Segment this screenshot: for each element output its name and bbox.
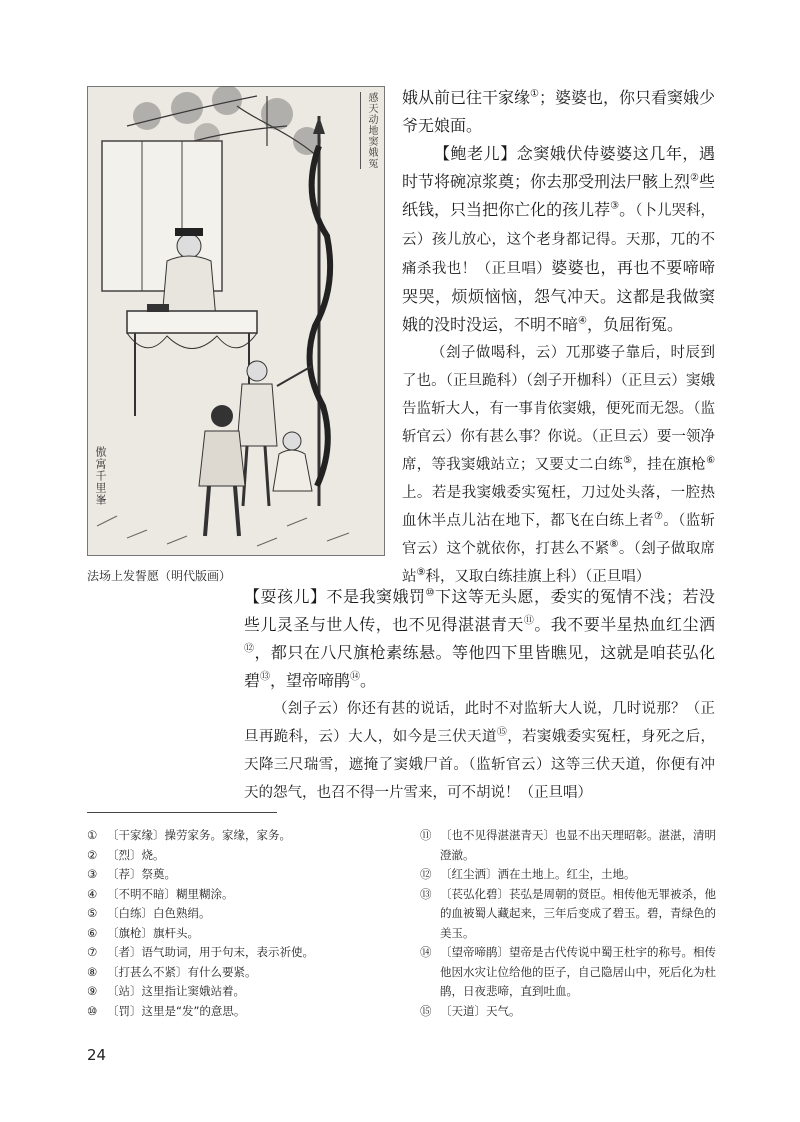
footnote-marker: ④ <box>578 315 587 327</box>
footnote: ① 〔干家缘〕操劳家务。家缘，家务。 <box>87 828 291 842</box>
footnotes-right <box>420 826 720 1021</box>
footnote: ⑮ 〔天道〕天气。 <box>420 1003 521 1018</box>
footnote: ⑥ 〔旗枪〕旗杆头。 <box>87 925 199 940</box>
footnote-marker: ⑥ <box>706 455 716 467</box>
footnote: ② 〔烈〕烧。 <box>87 847 165 862</box>
footnote: ⑤ 〔白练〕白色熟绢。 <box>87 906 211 920</box>
stage-direction: （卜儿哭科，云）孩儿放心，这个老身都记得。天那，兀的不痛杀我也！（正旦唱） <box>402 203 715 277</box>
footnote: ⑭ 〔望帝啼鹃〕望帝是古代传说中蜀王杜宇的称号。相传他因水灾让位给他的臣子，自己隐居山中，死后化为杜鹃，日夜悲啼，直到吐血。 <box>420 945 716 998</box>
footnote-marker: ② <box>690 172 699 184</box>
footnote: ⑫ 〔红尘洒〕洒在土地上。红尘，土地。 <box>420 867 636 881</box>
footnote: ③ 〔荐〕祭奠。 <box>87 867 176 881</box>
paragraph-3: （刽子做喝科，云）兀那婆子靠后，时辰到了也。（正旦跪科）（刽子开枷科）（正旦云）窦娥告监斩大人，有一事肯依窦娥，便死而无怨。（监斩官云）你有甚么事？你说。（正旦云）要一领净席，等我窦娥站立；又要丈二白练⑤，挂在旗枪⑥上。若是我窦娥委实冤枉，刀过处头落，一腔热血休半点儿沾在地下，都飞在白练上者⑦。（监斩官云）这个就依你，打甚么不紧⑧。（刽子做取席站⑨科，又取白练挂旗上科）（正旦唱） <box>402 345 716 585</box>
footnote-marker: ⑭ <box>350 671 361 683</box>
illustration-credit: 傲寓千里峯 <box>94 446 107 506</box>
footnote-marker: ⑮ <box>496 727 508 739</box>
paragraph-4: 【耍孩儿】不是我窦娥罚⑩下这等无头愿，委实的冤情不浅；若没些儿灵圣与世人传，也不见得湛湛青天⑪。我不要半星热血红尘洒⑫，都只在八尺旗枪素练悬。等他四下里皆瞧见，这就是咱苌弘化碧⑬，望帝啼鹃⑭。 <box>244 587 715 690</box>
footnote-marker: ① <box>530 88 539 100</box>
paragraph-2: 【鲍老儿】念窦娥伏侍婆婆这几年，遇时节将碗凉浆奠；你去那受刑法尸骸上烈②些纸钱，只当把你亡化的孩儿荐③。（卜儿哭科，云）孩儿放心，这个老身都记得。天那，兀的不痛杀我也！（正旦唱）婆婆也，再也不要啼啼哭哭，烦烦恼恼，怨气冲天。这都是我做窦娥的没时没运，不明不暗④，负屈衔冤。 <box>402 144 715 334</box>
footnote-marker: ⑤ <box>623 455 633 467</box>
footnote-marker: ⑫ <box>244 643 255 655</box>
footnotes-left <box>87 826 407 1021</box>
figure-caption: 法场上发誓愿（明代版画） <box>87 569 232 583</box>
illustration-title: 感天动地窦娥冤 <box>360 92 377 169</box>
footnote-marker: ⑨ <box>416 567 426 579</box>
paragraph-1: 娥从前已往干家缘①；婆婆也，你只看窦娥少爷无娘面。 <box>402 88 715 135</box>
footnote: ⑪ 〔也不见得湛湛青天〕也显不出天理昭彰。湛湛，清明澄澈。 <box>420 828 716 862</box>
footnote-marker: ⑪ <box>523 615 535 627</box>
right-column-text <box>402 84 715 591</box>
footnote: ⑨ 〔站〕这里指让窦娥站着。 <box>87 984 245 998</box>
footnote: ⑦ 〔者〕语气助词，用于句末，表示祈使。 <box>87 945 314 959</box>
lower-text <box>244 583 715 807</box>
footnote: ④ 〔不明不暗〕糊里糊涂。 <box>87 886 234 901</box>
footnote-marker: ⑦ <box>654 511 664 523</box>
footnote-marker: ⑩ <box>425 587 435 599</box>
footnote-marker: ③ <box>610 200 620 212</box>
page-number: 24 <box>87 1046 107 1064</box>
footnote: ⑬ 〔苌弘化碧〕苌弘是周朝的贤臣。相传他无罪被杀，他的血被蜀人藏起来，三年后变成了碧玉。碧，青绿色的美玉。 <box>420 886 716 940</box>
footnote-marker: ⑧ <box>609 539 619 551</box>
footnote-divider <box>87 812 277 813</box>
footnote: ⑩ 〔罚〕这里是“发”的意思。 <box>87 1003 246 1018</box>
paragraph-5: （刽子云）你还有甚的说话，此时不对监斩大人说，几时说那？（正旦再跪科，云）大人，如今是三伏天道⑮，若窦娥委实冤枉，身死之后，天降三尺瑞雪，遮掩了窦娥尸首。（监斩官云）这等三伏天道，你便有冲天的怨气，也召不得一片雪来，可不胡说！（正旦唱） <box>244 701 716 801</box>
footnote: ⑧ 〔打甚么不紧〕有什么要紧。 <box>87 964 257 979</box>
footnote-marker: ⑬ <box>260 671 271 683</box>
execution-ground-print-image <box>87 86 385 556</box>
woodblock-illustration <box>87 86 385 556</box>
